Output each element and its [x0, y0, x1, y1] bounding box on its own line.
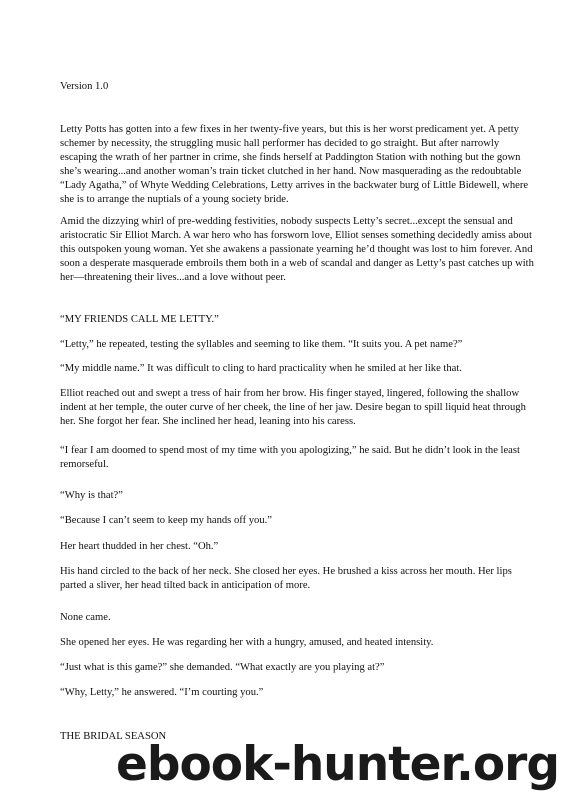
excerpt-paragraph: “My middle name.” It was difficult to cling to hard practicality when he smiled at her like that. — [60, 363, 462, 374]
excerpt-paragraph: She opened her eyes. He was regarding her with a hungry, amused, and heated intensity. — [60, 637, 434, 648]
excerpt-paragraph: Elliot reached out and swept a tress of hair from her brow. His finger stayed, lingered, following the shallow indent at her temple, the outer curve of her cheek, the line of her jaw. Desire began to spill liquid heat through her. She forgot her fear. She inclined her head, leaning into his caress. — [60, 388, 526, 427]
excerpt-paragraph: “Why is that?” — [60, 490, 123, 501]
excerpt-paragraph: “Why, Letty,” he answered. “I’m courting you.” — [60, 687, 264, 698]
excerpt-paragraph: None came. — [60, 612, 111, 623]
excerpt-paragraph: Her heart thudded in her chest. “Oh.” — [60, 541, 219, 552]
excerpt-paragraph: “I fear I am doomed to spend most of my time with you apologizing,” he said. But he didn’t look in the least remorseful. — [60, 445, 520, 470]
excerpt-paragraph: His hand circled to the back of her neck. She closed her eyes. He brushed a kiss across her mouth. Her lips parted a sliver, her head tilted back in anticipation of more. — [60, 566, 512, 591]
excerpt-paragraph: “Letty,” he repeated, testing the syllables and seeming to like them. “It suits you. A pet name?” — [60, 339, 463, 350]
excerpt-paragraph: “MY FRIENDS CALL ME LETTY.” — [60, 314, 219, 325]
excerpt-paragraph: “Because I can’t seem to keep my hands off you.” — [60, 515, 272, 526]
book-title: THE BRIDAL SEASON — [60, 731, 167, 742]
blurb-paragraph: Amid the dizzying whirl of pre-wedding festivities, nobody suspects Letty’s secret...except the sensual and aristocratic Sir Elliot March. A war hero who has forsworn love, Elliot senses something decidedly amiss about this outspoken young woman. Yet she awakens a passionate yearning he’d thought was lost to him forever. And soon a desperate masquerade embroils them both in a web of scandal and danger as Letty’s past catches up with her—threatening their lives...and a love without peer. — [60, 216, 534, 283]
excerpt-paragraph: “Just what is this game?” she demanded. “What exactly are you playing at?” — [60, 662, 385, 673]
watermark-text: ebook-hunter.org — [115, 737, 559, 792]
version-line: Version 1.0 — [60, 81, 109, 92]
blurb-paragraph: Letty Potts has gotten into a few fixes in her twenty-five years, but this is her worst predicament yet. A petty schemer by necessity, the struggling music hall performer has decided to go straight. But after narrowly escaping the wrath of her partner in crime, she finds herself at Paddington Station with nothing but the gown she’s wearing...and another woman’s train ticket clutched in her hand. Now masquerading as the redoubtable “Lady Agatha,” of Whyte Wedding Celebrations, Letty arrives in the backwater burg of Little Bidewell, where she is to arrange the nuptials of a young society bride. — [60, 124, 529, 205]
